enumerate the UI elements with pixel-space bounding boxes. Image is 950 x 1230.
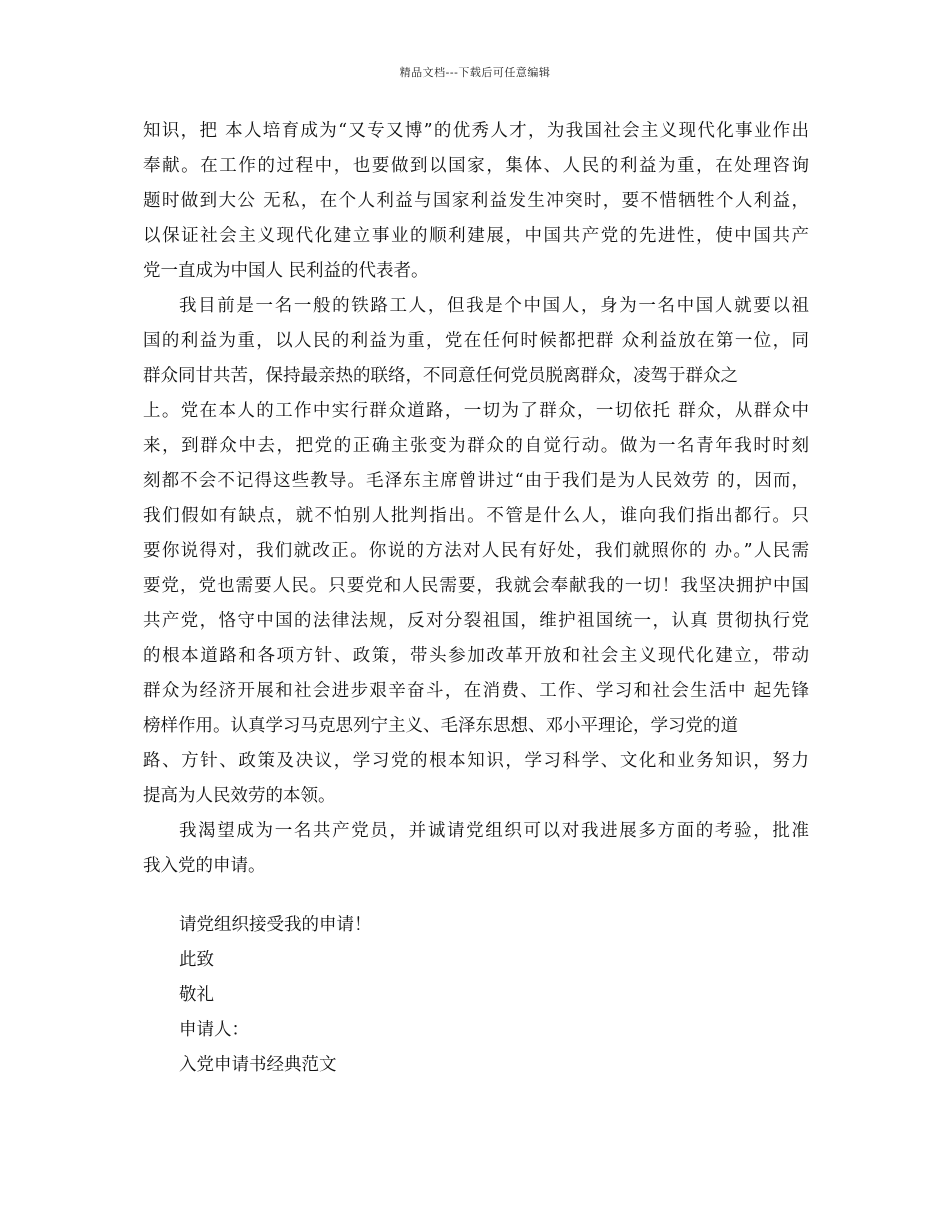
applicant-line: 申请人： bbox=[179, 1020, 249, 1040]
request-line: 请党组织接受我的申请！ bbox=[179, 915, 372, 935]
text-line: 提高为人民效劳的本领。 bbox=[143, 786, 336, 806]
paragraph-1 bbox=[143, 114, 809, 289]
salutation-line: 敬礼 bbox=[179, 985, 214, 1005]
text-line: 知识，把 本人培育成为“又专又博”的优秀人才，为我国社会主义现代化事业作出 bbox=[143, 121, 809, 141]
text-line: 党一直成为中国人 民利益的代表者。 bbox=[143, 261, 429, 281]
text-line: 我渴望成为一名共产党员，并诚请党组织可以对我进展多方面的考验，批准 bbox=[179, 821, 809, 841]
page-header: 精品文档---下载后可任意编辑 bbox=[399, 66, 551, 79]
text-line: 以保证社会主义现代化建立事业的顺利建展，中国共产党的先进性，使中国共产 bbox=[143, 226, 809, 246]
document-body bbox=[143, 114, 809, 884]
text-line: 我们假如有缺点，就不怕别人批判指出。不管是什么人，谁向我们指出都行。只 bbox=[143, 506, 809, 526]
salutation-line: 此致 bbox=[179, 950, 214, 970]
text-line: 共产党，恪守中国的法律法规，反对分裂祖国，维护祖国统一，认真 贯彻执行党 bbox=[143, 611, 809, 631]
text-line: 要党，党也需要人民。只要党和人民需要，我就会奉献我的一切！我坚决拥护中国 bbox=[143, 576, 809, 596]
text-line: 我入党的申请。 bbox=[143, 856, 266, 876]
text-line: 上。党在本人的工作中实行群众道路，一切为了群众，一切依托 群众，从群众中 bbox=[143, 401, 809, 421]
text-line: 奉献。在工作的过程中，也要做到以国家，集体、人民的利益为重，在处理咨询 bbox=[143, 156, 809, 176]
text-line: 榜样作用。认真学习马克思列宁主义、毛泽东思想、邓小平理论，学习党的道 bbox=[143, 716, 738, 736]
text-line: 来，到群众中去，把党的正确主张变为群众的自觉行动。做为一名青年我时时刻 bbox=[143, 436, 809, 456]
paragraph-2 bbox=[143, 289, 809, 814]
paragraph-3 bbox=[143, 814, 809, 884]
text-line: 群众为经济开展和社会进步艰辛奋斗，在消费、工作、学习和社会生活中 起先锋 bbox=[143, 681, 809, 701]
next-section-title: 入党申请书经典范文 bbox=[179, 1055, 337, 1075]
text-line: 群众同甘共苦，保持最亲热的联络，不同意任何党员脱离群众，凌驾于群众之 bbox=[143, 366, 738, 386]
text-line: 要你说得对，我们就改正。你说的方法对人民有好处，我们就照你的 办。”人民需 bbox=[143, 541, 809, 561]
text-line: 题时做到大公 无私，在个人利益与国家利益发生冲突时，要不惜牺牲个人利益， bbox=[143, 191, 809, 211]
closing-section bbox=[179, 908, 372, 1083]
text-line: 我目前是一名一般的铁路工人，但我是个中国人，身为一名中国人就要以祖 bbox=[179, 296, 809, 316]
text-line: 路、方针、政策及决议，学习党的根本知识，学习科学、文化和业务知识，努力 bbox=[143, 751, 809, 771]
text-line: 国的利益为重，以人民的利益为重，党在任何时候都把群 众利益放在第一位，同 bbox=[143, 331, 809, 351]
text-line: 刻都不会不记得这些教导。毛泽东主席曾讲过“由于我们是为人民效劳 的，因而， bbox=[143, 471, 809, 491]
text-line: 的根本道路和各项方针、政策，带头参加改革开放和社会主义现代化建立，带动 bbox=[143, 646, 809, 666]
